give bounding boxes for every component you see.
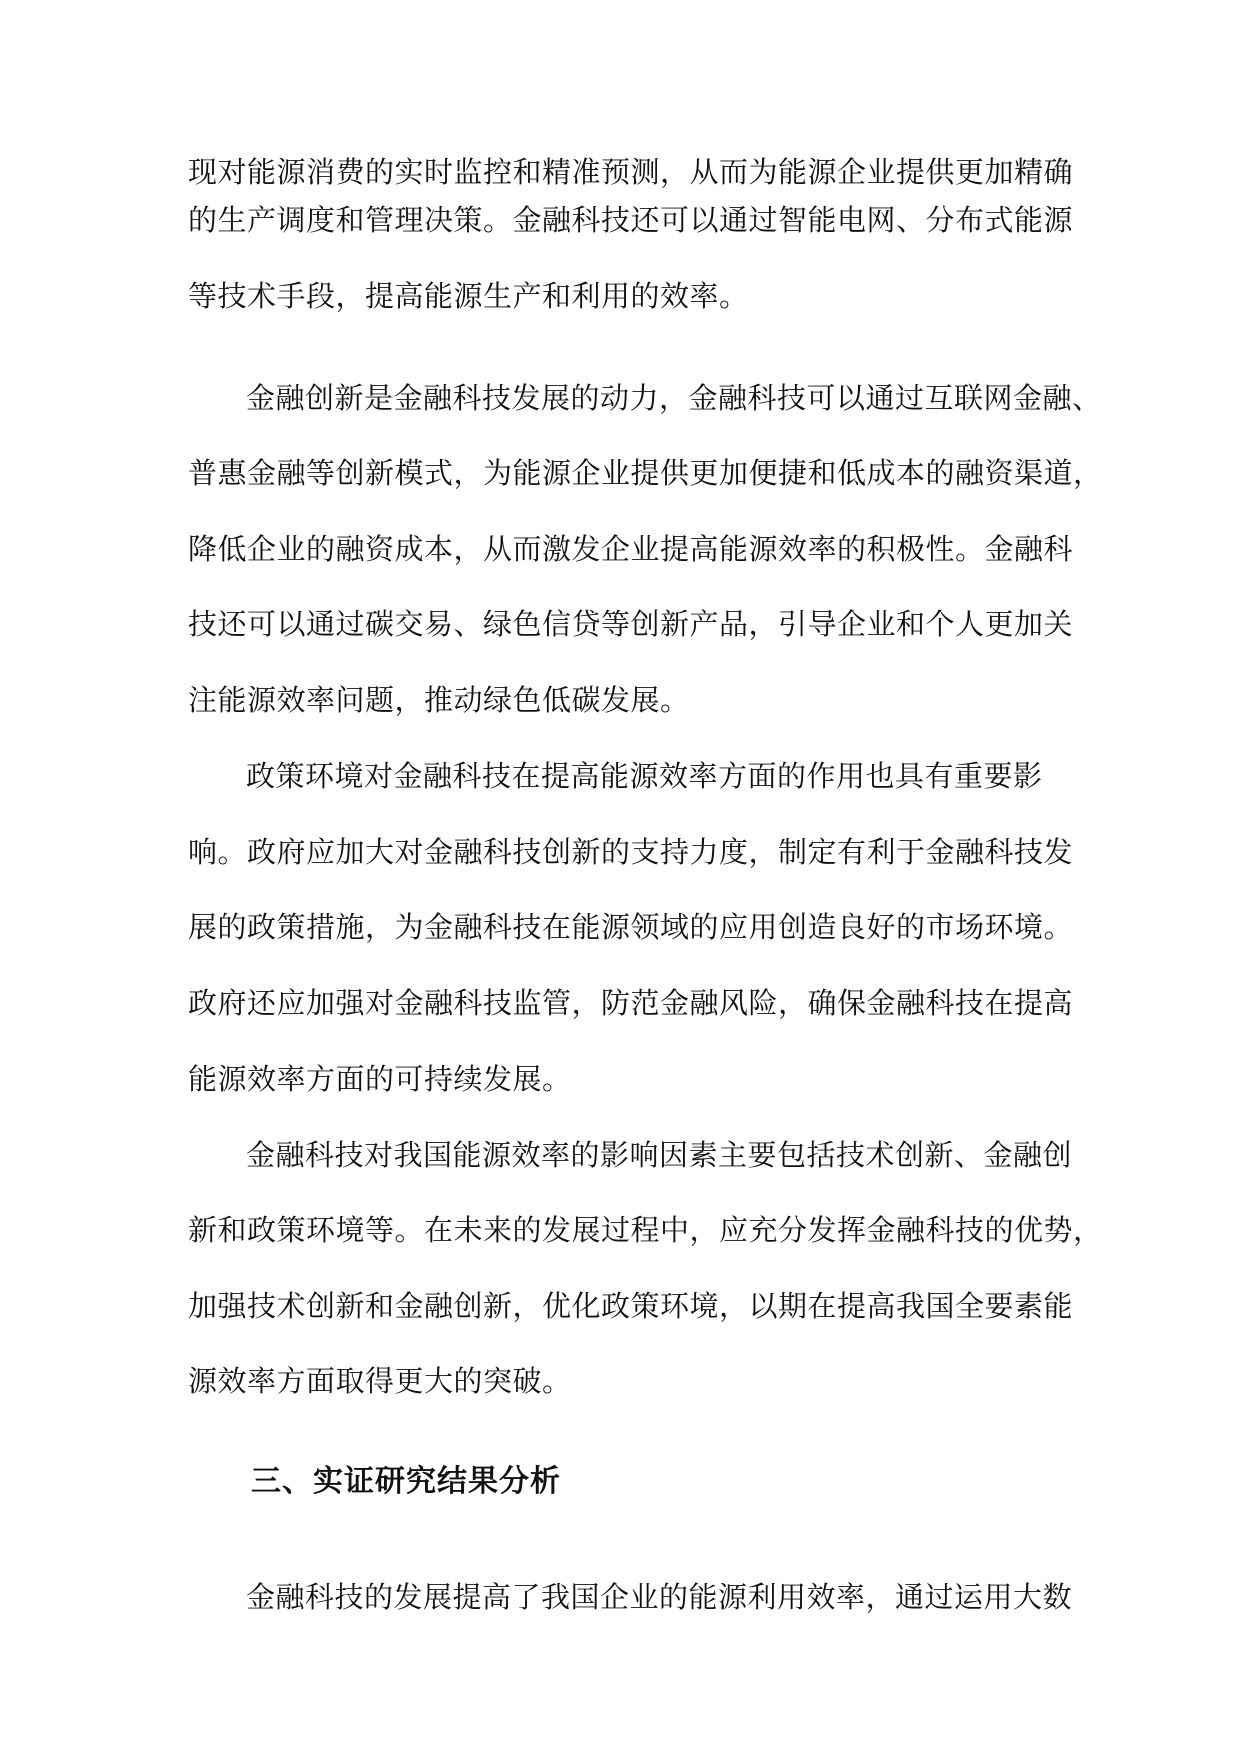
paragraph-3-line-3: 展的政策措施，为金融科技在能源领域的应用创造良好的市场环境。 xyxy=(188,910,1074,944)
paragraph-2-line-5: 注能源效率问题，推动绿色低碳发展。 xyxy=(188,683,690,717)
paragraph-5-line-1: 金融科技的发展提高了我国企业的能源利用效率，通过运用大数 xyxy=(246,1580,1073,1614)
paragraph-3-line-4: 政府还应加强对金融科技监管，防范金融风险，确保金融科技在提高 xyxy=(188,986,1074,1020)
paragraph-4-line-2: 新和政策环境等。在未来的发展过程中，应充分发挥金融科技的优势， xyxy=(188,1213,1103,1247)
paragraph-2-line-3: 降低企业的融资成本，从而激发企业提高能源效率的积极性。金融科 xyxy=(188,532,1074,566)
paragraph-1-line-2: 的生产调度和管理决策。金融科技还可以通过智能电网、分布式能源 xyxy=(188,203,1074,237)
paragraph-2-line-4: 技还可以通过碳交易、绿色信贷等创新产品，引导企业和个人更加关 xyxy=(188,607,1074,641)
paragraph-4-line-4: 源效率方面取得更大的突破。 xyxy=(188,1364,572,1398)
paragraph-2-line-1: 金融创新是金融科技发展的动力，金融科技可以通过互联网金融、 xyxy=(246,381,1102,415)
paragraph-3-line-2: 响。政府应加大对金融科技创新的支持力度，制定有利于金融科技发 xyxy=(188,835,1074,869)
paragraph-4-line-3: 加强技术创新和金融创新，优化政策环境，以期在提高我国全要素能 xyxy=(188,1289,1074,1323)
paragraph-3-line-5: 能源效率方面的可持续发展。 xyxy=(188,1062,572,1096)
paragraph-1-line-1: 现对能源消费的实时监控和精准预测，从而为能源企业提供更加精确 xyxy=(188,155,1074,189)
paragraph-3-line-1: 政策环境对金融科技在提高能源效率方面的作用也具有重要影 xyxy=(246,759,1043,793)
paragraph-4-line-1: 金融科技对我国能源效率的影响因素主要包括技术创新、金融创 xyxy=(246,1138,1073,1172)
paragraph-1-line-3: 等技术手段，提高能源生产和利用的效率。 xyxy=(188,279,749,313)
section-heading: 三、实证研究结果分析 xyxy=(251,1464,561,1499)
paragraph-2-line-2: 普惠金融等创新模式，为能源企业提供更加便捷和低成本的融资渠道， xyxy=(188,456,1103,490)
